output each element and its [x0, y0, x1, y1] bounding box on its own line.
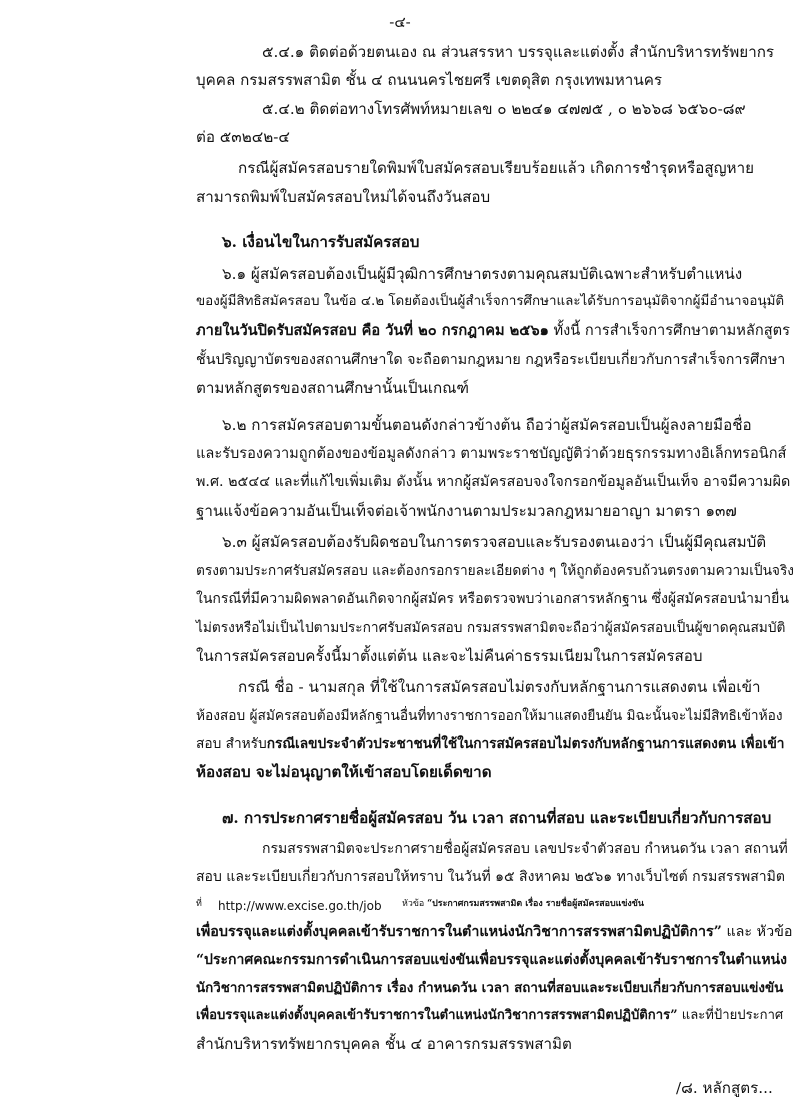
item-5-4-2-line-2: ต่อ ๕๓๒๔๒-๔ — [196, 128, 290, 146]
item-5-4-1-line-2: บุคคล กรมสรรพสามิต ชั้น ๔ ถนนนครไชยศรี เขตดุสิต กรุงเทพมหานคร — [196, 71, 663, 89]
item-6-3-line-4: ไม่ตรงหรือไม่เป็นไปตามประกาศรับสมัครสอบ กรมสรรพสามิตจะถือว่าผู้สมัครสอบเป็นผู้ขาดคุณสมบัติ — [196, 620, 786, 636]
announcement-title-2-part-1: “ประกาศคณะกรรมการดำเนินการสอบแข่งขันเพื่อบรรจุและแต่งตั้งบุคคลเข้ารับราชการในตำแหน่ง — [196, 952, 787, 968]
item-6-1-line-3-rest: ทั้งนี้ การสำเร็จการศึกษาตามหลักสูตร — [548, 322, 790, 339]
item-5-4-1-line-1: ๕.๔.๑ ติดต่อด้วยตนเอง ณ ส่วนสรรหา บรรจุและแต่งตั้ง สำนักบริหารทรัพยากร — [262, 43, 775, 61]
item-6-1-line-2: ของผู้มีสิทธิสมัครสอบ ในข้อ ๔.๒ โดยต้องเป็นผู้สำเร็จการศึกษาและได้รับการอนุมัติจากผู้มีอำนาจอนุมัติ — [196, 294, 785, 309]
page-number: -๔- — [389, 13, 411, 31]
section-7-line-1: กรมสรรพสามิตจะประกาศรายชื่อผู้สมัครสอบ เลขประจำตัวสอบ กำหนดวัน เวลา สถานที่ — [262, 841, 788, 857]
name-case-line-3-plain: สอบ สำหรับ — [196, 736, 267, 752]
item-6-2-line-1: ๖.๒ การสมัครสอบตามขั้นตอนดังกล่าวข้างต้น ถือว่าผู้สมัครสอบเป็นผู้ลงลายมือชื่อ — [222, 416, 752, 434]
section-7-heading: ๗. การประกาศรายชื่อผู้สมัครสอบ วัน เวลา สถานที่สอบ และระเบียบเกี่ยวกับการสอบ — [222, 809, 772, 827]
application-deadline: ภายในวันปิดรับสมัครสอบ คือ วันที่ ๒๐ กรกฎาคม ๒๕๖๑ — [196, 322, 549, 339]
item-6-2-line-2: และรับรองความถูกต้องของข้อมูลดังกล่าว ตามพระราชบัญญัติว่าด้วยธุรกรรมทางอิเล็กทรอนิกส์ — [196, 445, 787, 462]
name-case-line-4: ห้องสอบ จะไม่อนุญาตให้เข้าสอบโดยเด็ดขาด — [196, 763, 492, 781]
section-7-line-8: สำนักบริหารทรัพยากรบุคคล ชั้น ๔ อาคารกรมสรรพสามิต — [196, 1035, 572, 1053]
section-7-line-2: สอบ และระเบียบเกี่ยวกับการสอบให้ทราบ ในวันที่ ๑๕ สิงหาคม ๒๕๖๑ ทางเว็บไซต์ กรมสรรพสามิต — [196, 869, 785, 885]
excise-job-link[interactable]: http://www.excise.go.th/job — [218, 899, 382, 913]
section-7-line-7-rest: และที่ป้ายประกาศ — [677, 1008, 784, 1023]
section-7-line-4 — [196, 921, 792, 943]
item-6-3-line-3: ในกรณีที่มีความผิดพลาดอันเกิดจากผู้สมัคร หรือตรวจพบว่าเอกสารหลักฐาน ซึ่งผู้สมัครสอบนำมายื่น — [196, 591, 789, 607]
announcement-title-2-part-3: เพื่อบรรจุและแต่งตั้งบุคคลเข้ารับราชการในตำแหน่งนักวิชาการสรรพสามิตปฏิบัติการ” — [196, 1008, 678, 1023]
lost-form-line-2: สามารถพิมพ์ใบสมัครสอบใหม่ได้จนถึงวันสอบ — [196, 188, 491, 206]
section-7-line-3-tail — [402, 893, 644, 915]
section-7-line-4-rest: และ หัวข้อ — [721, 924, 793, 940]
item-6-1-line-1: ๖.๑ ผู้สมัครสอบต้องเป็นผู้มีวุฒิการศึกษาตรงตามคุณสมบัติเฉพาะสำหรับตำแหน่ง — [222, 265, 743, 283]
item-6-3-line-2: ตรงตามประกาศรับสมัครสอบ และต้องกรอกรายละเอียดต่าง ๆ ให้ถูกต้องครบถ้วนตรงตามความเป็นจริง — [196, 563, 794, 579]
announcement-title-1-part-2: เพื่อบรรจุและแต่งตั้งบุคคลเข้ารับราชการในตำแหน่งนักวิชาการสรรพสามิตปฏิบัติการ” — [196, 924, 722, 940]
name-case-line-3 — [196, 733, 785, 755]
item-6-2-line-4: ฐานแจ้งข้อความอันเป็นเท็จต่อเจ้าพนักงานตามประมวลกฎหมายอาญา มาตรา ๑๓๗ — [196, 502, 737, 520]
name-case-line-1: กรณี ชื่อ - นามสกุล ที่ใช้ในการสมัครสอบไม่ตรงกับหลักฐานการแสดงตน เพื่อเข้า — [238, 678, 761, 696]
item-6-1-line-4: ชั้นปริญญาบัตรของสถานศึกษาใด จะถือตามกฎหมาย กฎหรือระเบียบเกี่ยวกับการสำเร็จการศึกษา — [196, 352, 786, 368]
item-6-1-line-5: ตามหลักสูตรของสถานศึกษานั้นเป็นเกณฑ์ — [196, 379, 469, 397]
item-6-1-line-3 — [196, 320, 790, 342]
item-6-3-line-1: ๖.๓ ผู้สมัครสอบต้องรับผิดชอบในการตรวจสอบและรับรองตนเองว่า เป็นผู้มีคุณสมบัติ — [222, 533, 767, 551]
lost-form-line-1: กรณีผู้สมัครสอบรายใดพิมพ์ใบสมัครสอบเรียบร้อยแล้ว เกิดการชำรุดหรือสูญหาย — [238, 159, 754, 177]
announcement-title-1-part-1: “ประกาศกรมสรรพสามิต เรื่อง รายชื่อผู้สมัครสอบแข่งขัน — [427, 899, 644, 909]
section-6-heading: ๖. เงื่อนไขในการรับสมัครสอบ — [222, 233, 420, 251]
item-6-2-line-3: พ.ศ. ๒๕๔๔ และที่แก้ไขเพิ่มเติม ดังนั้น หากผู้สมัครสอบจงใจกรอกข้อมูลอันเป็นเท็จ อาจมีความผิด — [196, 474, 791, 490]
name-case-line-2: ห้องสอบ ผู้สมัครสอบต้องมีหลักฐานอื่นที่ทางราชการออกให้มาแสดงยืนยัน มิฉะนั้นจะไม่มีสิทธิเข้าห้อง — [196, 708, 783, 724]
section-7-line-7 — [196, 1005, 783, 1027]
section-7-topic-label: หัวข้อ — [402, 899, 428, 909]
section-7-line-3-pre: ที่ — [196, 899, 202, 909]
id-number-rule: กรณีเลขประจำตัวประชาชนที่ใช้ในการสมัครสอบไม่ตรงกับหลักฐานการแสดงตน เพื่อเข้า — [266, 736, 785, 752]
item-6-3-line-5: ในการสมัครสอบครั้งนี้มาตั้งแต่ต้น และจะไม่คืนค่าธรรมเนียมในการสมัครสอบ — [196, 647, 703, 665]
announcement-title-2-part-2: นักวิชาการสรรพสามิตปฏิบัติการ เรื่อง กำหนดวัน เวลา สถานที่สอบและระเบียบเกี่ยวกับการสอบแข่งขัน — [196, 980, 784, 996]
item-5-4-2-line-1: ๕.๔.๒ ติดต่อทางโทรศัพท์หมายเลข ๐ ๒๒๔๑ ๔๗๗๕ , ๐ ๒๖๖๘ ๖๕๖๐-๘๙ — [262, 100, 746, 118]
footer-next-section: /๘. หลักสูตร... — [676, 1079, 773, 1097]
